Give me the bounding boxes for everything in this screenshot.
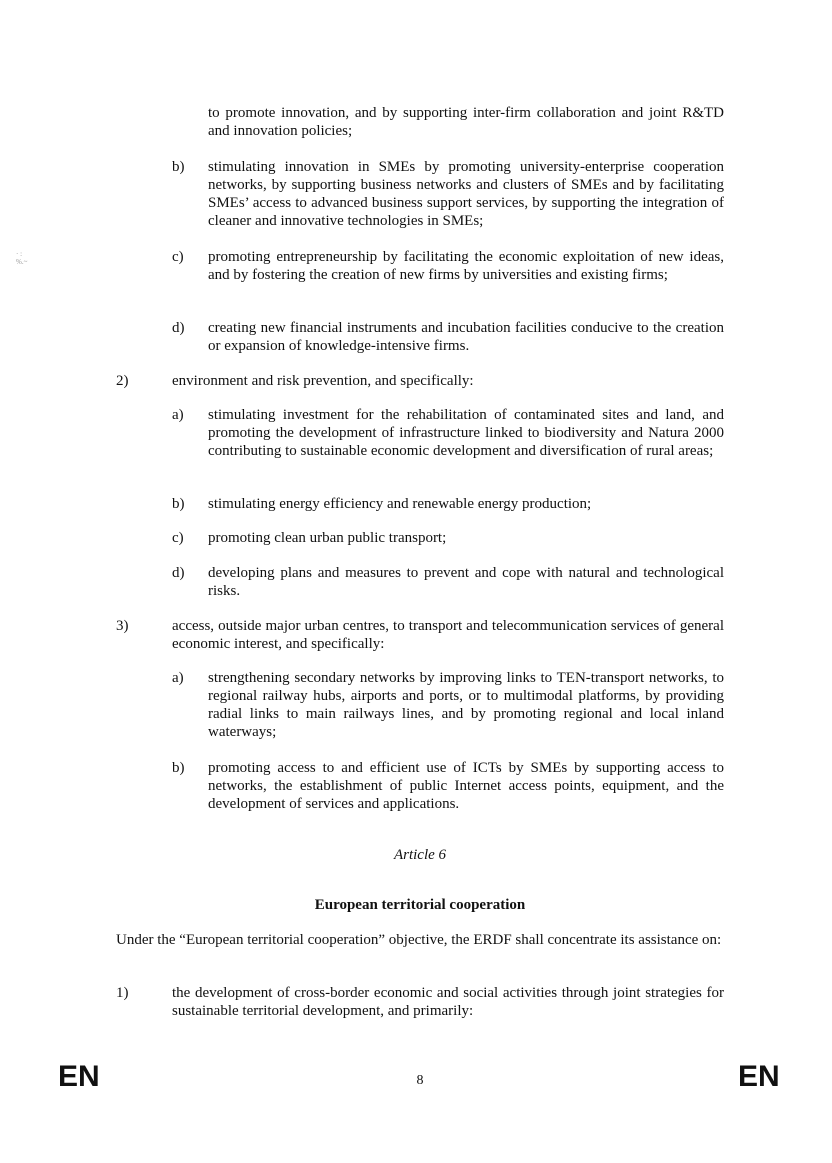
- item-label: b): [172, 760, 185, 776]
- item-text: creating new financial instruments and incubation facilities conducive to the creation or expansion of knowledge-intensive firms.: [208, 320, 724, 354]
- item-label: b): [172, 496, 185, 512]
- item-text: promoting access to and efficient use of ICTs by SMEs by supporting access to networks, the establishment of public Internet access points, equipment, and the development of services and applications.: [208, 760, 724, 812]
- item-label: c): [172, 249, 184, 265]
- item-text: promoting entrepreneurship by facilitating the economic exploitation of new ideas, and by fostering the creation of new firms by universities and existing firms;: [208, 249, 724, 283]
- language-mark-right: EN: [738, 1060, 780, 1093]
- scan-artifact: · : %.~: [16, 250, 28, 266]
- section-text: environment and risk prevention, and specifically:: [172, 373, 474, 389]
- language-mark-left: EN: [58, 1060, 100, 1093]
- item-label: c): [172, 530, 184, 546]
- item-text: stimulating energy efficiency and renewable energy production;: [208, 496, 592, 512]
- article-title: European territorial cooperation: [314, 897, 526, 913]
- article-intro: Under the “European territorial cooperation” objective, the ERDF shall concentrate its assistance on:: [116, 932, 722, 948]
- item-label: d): [172, 320, 185, 336]
- item-label: a): [172, 407, 184, 423]
- section-text: access, outside major urban centres, to transport and telecommunication services of general economic interest, and specifically:: [172, 618, 724, 652]
- section-label: 2): [116, 373, 129, 389]
- article-number: Article 6: [393, 847, 447, 863]
- item-label: d): [172, 565, 185, 581]
- item-label: a): [172, 670, 184, 686]
- item-text: promoting clean urban public transport;: [208, 530, 447, 546]
- section-text: the development of cross-border economic and social activities through joint strategies for sustainable territorial development, and primarily:: [172, 985, 724, 1019]
- intro-paragraph: to promote innovation, and by supporting inter-firm collaboration and joint R&TD and innovation policies;: [208, 105, 724, 139]
- item-text: strengthening secondary networks by improving links to TEN-transport networks, to regional railway hubs, airports and ports, or to multimodal platforms, by providing radial links to main railways lines, and by promoting regional and local inland waterways;: [208, 670, 724, 740]
- section-label: 3): [116, 618, 129, 634]
- section-label: 1): [116, 985, 129, 1001]
- page-number: 8: [416, 1073, 424, 1088]
- item-text: developing plans and measures to prevent and cope with natural and technological risks.: [208, 565, 724, 599]
- item-label: b): [172, 159, 185, 175]
- item-text: stimulating innovation in SMEs by promoting university-enterprise cooperation networks, by supporting business networks and clusters of SMEs and by facilitating SMEs’ access to advanced business support services, by supporting the integration of cleaner and innovative technologies in SMEs;: [208, 159, 724, 229]
- item-text: stimulating investment for the rehabilitation of contaminated sites and land, and promoting the development of infrastructure linked to biodiversity and Natura 2000 contributing to sustainable economic development and diversification of rural areas;: [208, 407, 724, 459]
